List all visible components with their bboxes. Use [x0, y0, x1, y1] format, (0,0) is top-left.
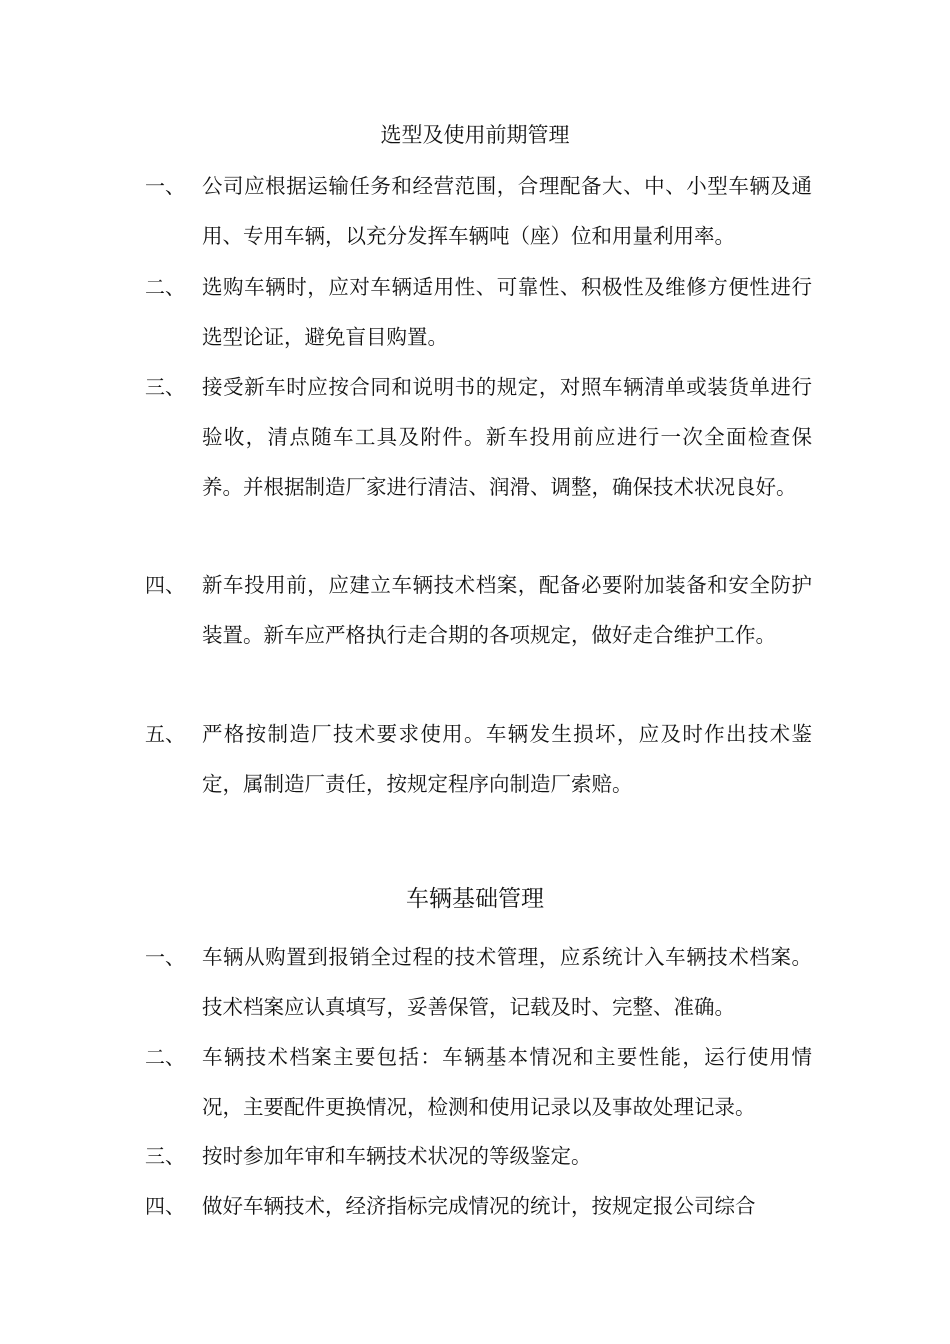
item-text: 按时参加年审和车辆技术状况的等级鉴定。 [202, 1144, 592, 1168]
section-title-basic-management: 车辆基础管理 [406, 886, 544, 912]
item-number: 二、 [145, 1045, 185, 1069]
item-number: 四、 [145, 573, 185, 597]
item-text: 公司应根据运输任务和经营范围，合理配备大、中、小型车辆及通用、专用车辆，以充分发挥车辆吨（座）位和用量利用率。 [202, 174, 812, 248]
item-text: 车辆技术档案主要包括：车辆基本情况和主要性能，运行使用情况，主要配件更换情况，检测和使用记录以及事故处理记录。 [202, 1045, 812, 1119]
item-number: 四、 [145, 1194, 185, 1218]
item-number: 一、 [145, 945, 185, 969]
item-number: 一、 [145, 174, 185, 198]
item-text: 选购车辆时，应对车辆适用性、可靠性、积极性及维修方便性进行选型论证，避免盲目购置。 [202, 275, 812, 349]
item-text: 严格按制造厂技术要求使用。车辆发生损坏，应及时作出技术鉴定，属制造厂责任，按规定程序向制造厂索赔。 [202, 722, 812, 796]
item-number: 二、 [145, 275, 185, 299]
item-number: 三、 [145, 375, 185, 399]
item-number: 五、 [145, 722, 185, 746]
item-text: 做好车辆技术，经济指标完成情况的统计，按规定报公司综合 [202, 1194, 756, 1218]
item-text: 车辆从购置到报销全过程的技术管理，应系统计入车辆技术档案。技术档案应认真填写，妥善保管，记载及时、完整、准确。 [202, 945, 812, 1019]
section-title-selection: 选型及使用前期管理 [380, 123, 570, 147]
item-number: 三、 [145, 1144, 185, 1168]
item-text: 新车投用前，应建立车辆技术档案，配备必要附加装备和安全防护装置。新车应严格执行走合期的各项规定，做好走合维护工作。 [202, 573, 812, 647]
item-text: 接受新车时应按合同和说明书的规定，对照车辆清单或装货单进行验收，清点随车工具及附件。新车投用前应进行一次全面检查保养。并根据制造厂家进行清洁、润滑、调整，确保技术状况良好。 [202, 375, 812, 499]
